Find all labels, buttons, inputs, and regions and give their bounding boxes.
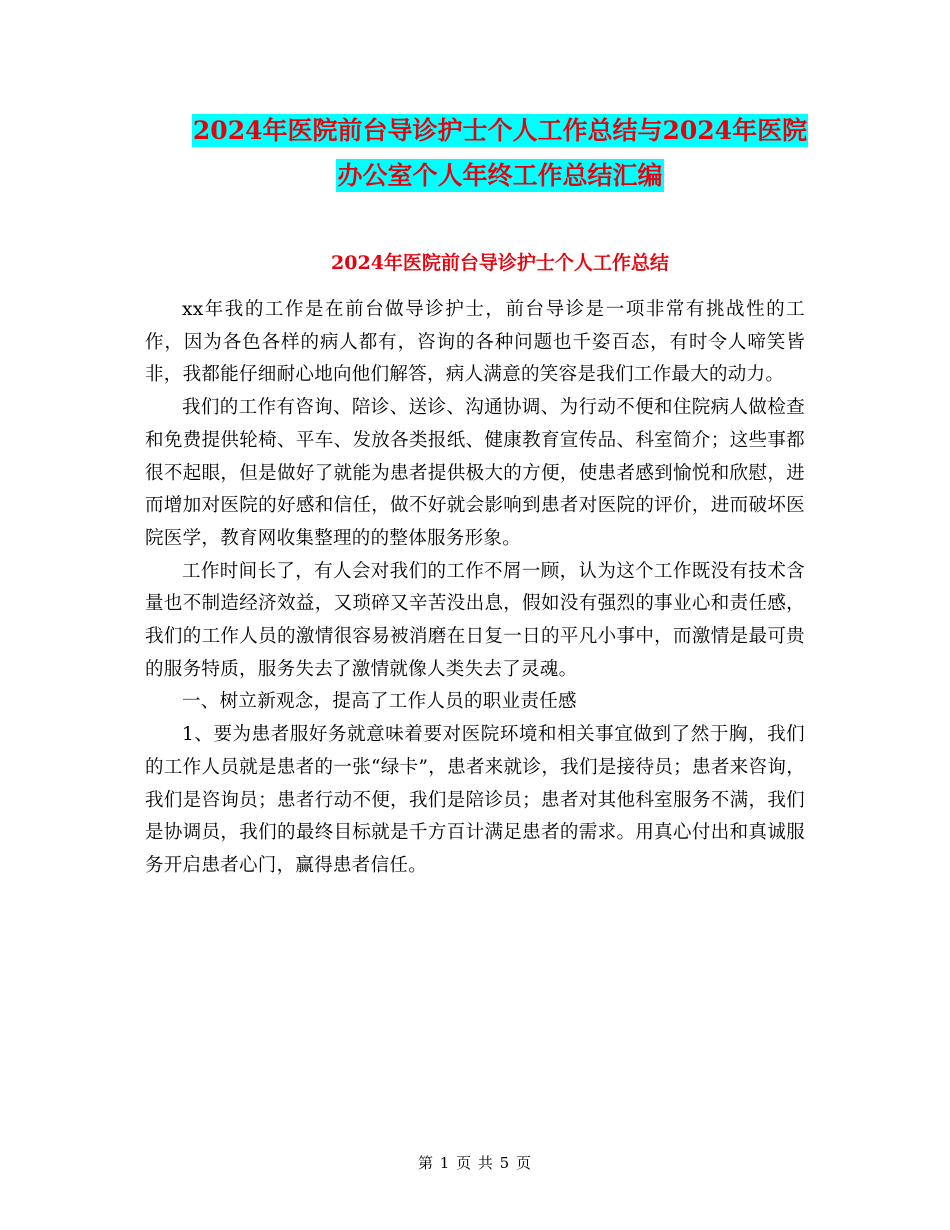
paragraph-2: 我们的工作有咨询、陪诊、送诊、沟通协调、为行动不便和住院病人做检查和免费提供轮椅、平车、发放各类报纸、健康教育宣传品、科室简介；这些事都很不起眼，但是做好了就能为患者提供极大的方便，使患者感到愉悦和欣慰，进而增加对医院的好感和信任，做不好就会影响到患者对医院的评价，进而破坏医院医学，教育网收集整理的的整体服务形象。 xyxy=(145,397,805,549)
document-title-line-1 xyxy=(120,118,880,143)
paragraph-3: 工作时间长了，有人会对我们的工作不屑一顾，认为这个工作既没有技术含量也不制造经济效益，又琐碎又辛苦没出息，假如没有强烈的事业心和责任感，我们的工作人员的激情很容易被消磨在日复一日的平凡小事中，而激情是最可贵的服务特质，服务失去了激情就像人类失去了灵魂。 xyxy=(145,560,805,680)
paragraph-1: xx年我的工作是在前台做导诊护士，前台导诊是一项非常有挑战性的工作，因为各色各样的病人都有，咨询的各种问题也千姿百态，有时令人啼笑皆非，我都能仔细耐心地向他们解答，病人满意的笑容是我们工作最大的动力。 xyxy=(145,299,805,386)
subheading-1: 一、树立新观念，提高了工作人员的职业责任感 xyxy=(182,691,577,713)
section-title: 2024年医院前台导诊护士个人工作总结 xyxy=(331,252,669,274)
paragraph-4: 1、要为患者服好务就意味着要对医院环境和相关事宜做到了然于胸，我们的工作人员就是患者的一张“绿卡”，患者来就诊，我们是接待员；患者来咨询，我们是咨询员；患者行动不便，我们是陪诊员；患者对其他科室服务不满，我们是协调员，我们的最终目标就是千方百计满足患者的需求。用真心付出和真诚服务开启患者心门，赢得患者信任。 xyxy=(145,724,805,876)
page-footer: 第 1 页 共 5 页 xyxy=(418,1154,532,1172)
document-title-line-2 xyxy=(120,163,880,188)
document-title-text-2: 办公室个人年终工作总结汇编 xyxy=(337,161,663,190)
document-title-text-1: 2024年医院前台导诊护士个人工作总结与2024年医院 xyxy=(192,116,808,145)
document-body xyxy=(145,294,805,883)
